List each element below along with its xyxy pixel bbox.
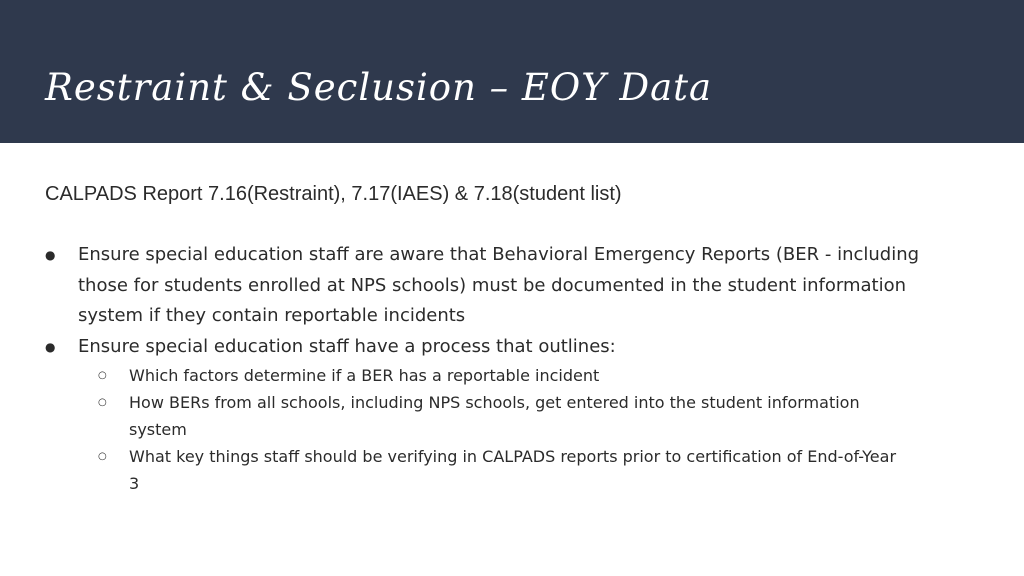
sub-bullet-item <box>78 362 908 389</box>
bullet-circle-icon: ○ <box>98 451 107 462</box>
bullet-text: Ensure special education staff are aware that Behavioral Emergency Reports (BER - including those for students enrolled at NPS schools) must be documented in the student information system if they contain reportable incidents <box>78 244 920 326</box>
bullet-circle-icon: ○ <box>98 397 107 408</box>
bullet-dot-icon: ● <box>45 339 56 354</box>
bullet-item <box>45 332 945 498</box>
bullet-list <box>45 240 945 497</box>
bullet-text: Ensure special education staff have a process that outlines: <box>78 335 616 357</box>
bullet-dot-icon: ● <box>45 248 56 262</box>
title-bar <box>0 0 1024 143</box>
bullet-circle-icon: ○ <box>98 370 107 381</box>
sub-bullet-item <box>78 389 908 443</box>
sub-bullet-text: What key things staff should be verifying in CALPADS reports prior to certification of End-of-Year 3 <box>129 447 897 493</box>
slide-subtitle: CALPADS Report 7.16(Restraint), 7.17(IAES) & 7.18(student list) <box>45 183 622 205</box>
sub-bullet-text: Which factors determine if a BER has a reportable incident <box>129 366 600 385</box>
sub-bullet-list <box>78 362 908 497</box>
sub-bullet-item <box>78 443 908 497</box>
sub-bullet-text: How BERs from all schools, including NPS schools, get entered into the student information system <box>129 393 860 439</box>
bullet-item <box>45 240 945 332</box>
slide-title: Restraint & Seclusion – EOY Data <box>45 66 713 109</box>
